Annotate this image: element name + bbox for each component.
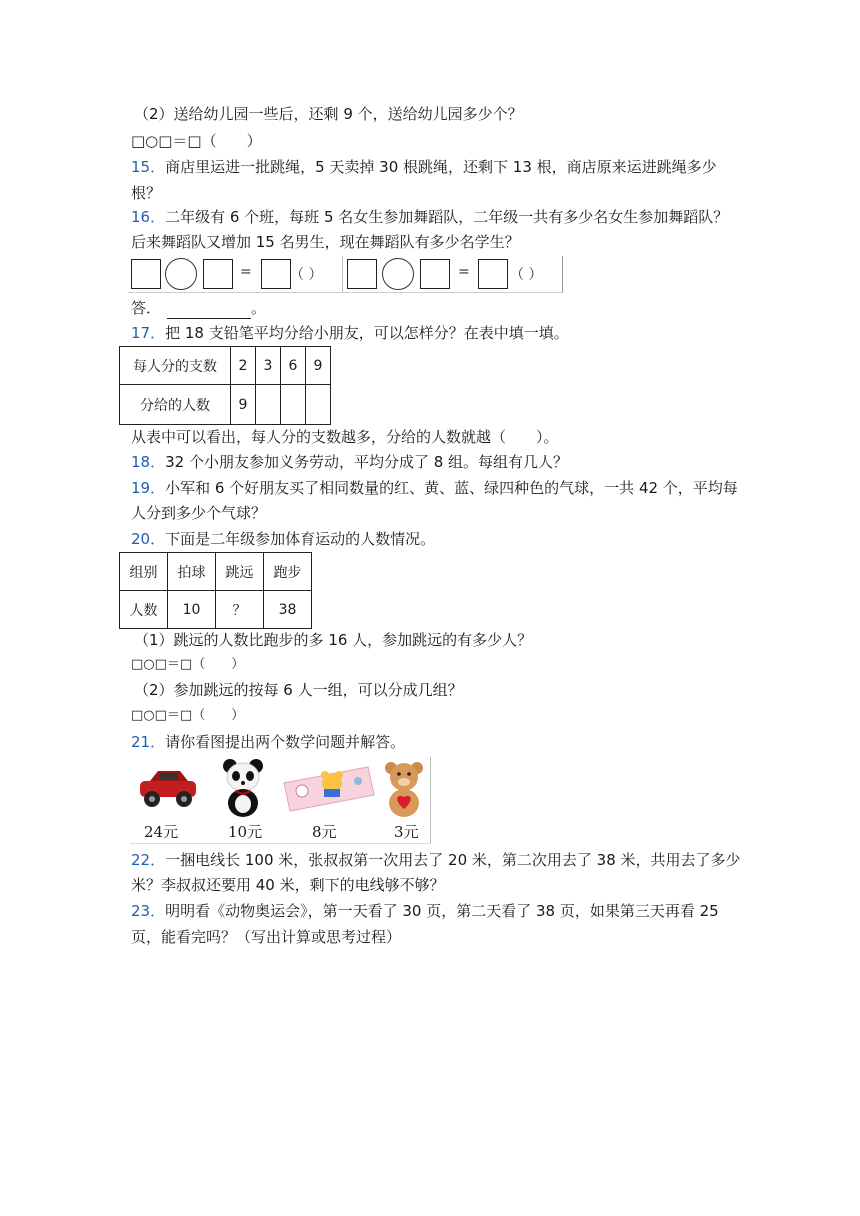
divider xyxy=(342,256,343,292)
panda-toy-icon xyxy=(220,757,266,819)
answer-box[interactable] xyxy=(131,259,161,289)
q23-line2: 页，能看完吗？（写出计算或思考过程） xyxy=(131,928,402,946)
table-cell: 38 xyxy=(264,591,312,629)
question-number: 20． xyxy=(131,530,166,548)
question-number: 16． xyxy=(131,208,166,226)
price-label: 3元 xyxy=(394,823,419,841)
q17-line2: 从表中可以看出，每人分的支数越多，分给的人数就越（ ）。 xyxy=(131,428,559,446)
operator-circle[interactable] xyxy=(165,258,197,290)
q23-line1: 23．明明看《动物奥运会》，第一天看了 30 页，第二天看了 38 页，如果第三天再看 25 xyxy=(131,902,719,920)
q22-line1: 22．一捆电线长 100 米，张叔叔第一次用去了 20 米，第二次用去了 38 米，共用去了多少 xyxy=(131,851,741,869)
q16-answer-line: 答． 。 xyxy=(131,299,267,317)
question-number: 17． xyxy=(131,324,166,342)
table-header: 跑步 xyxy=(264,553,312,591)
pencil-table xyxy=(119,346,331,425)
table-cell-blank[interactable] xyxy=(281,385,306,425)
q14-formula: □○□＝□（ ） xyxy=(131,132,262,150)
q15-line1: 15．商店里运进一批跳绳，5 天卖掉 30 根跳绳，还剩下 13 根，商店原来运进跳绳多少 xyxy=(131,158,717,176)
q21-line1: 21．请你看图提出两个数学问题并解答。 xyxy=(131,733,406,751)
table-cell: ？ xyxy=(216,591,264,629)
q16-line2: 后来舞蹈队又增加 15 名男生，现在舞蹈队有多少名学生？ xyxy=(131,233,520,251)
table-header: 跳远 xyxy=(216,553,264,591)
question-number: 15． xyxy=(131,158,166,176)
toy-price-picture xyxy=(130,757,431,844)
q20-part1: （1）跳远的人数比跑步的多 16 人，参加跳远的有多少人？ xyxy=(134,631,533,649)
table-cell: 6 xyxy=(281,347,306,385)
pencil-case-icon xyxy=(280,761,376,813)
equals-sign: = xyxy=(240,264,252,280)
q16-line1: 16．二年级有 6 个班，每班 5 名女生参加舞蹈队，二年级一共有多少名女生参加舞蹈队？ xyxy=(131,208,729,226)
table-header: 组别 xyxy=(120,553,168,591)
table-cell: 10 xyxy=(168,591,216,629)
table-cell: 9 xyxy=(306,347,331,385)
table-label: 人数 xyxy=(120,591,168,629)
q18-line1: 18．32 个小朋友参加义务劳动，平均分成了 8 组。每组有几人？ xyxy=(131,453,569,471)
q15-line2: 根？ xyxy=(131,184,162,202)
q14-part2-text: （2）送给幼儿园一些后，还剩 9 个，送给幼儿园多少个？ xyxy=(134,105,523,123)
table-label: 分给的人数 xyxy=(120,385,231,425)
question-number: 23． xyxy=(131,902,166,920)
price-label: 10元 xyxy=(228,823,263,841)
equals-sign: = xyxy=(458,264,470,280)
equation-strip xyxy=(128,256,563,293)
operator-circle[interactable] xyxy=(382,258,414,290)
table-cell: 3 xyxy=(256,347,281,385)
teddy-bear-icon xyxy=(382,759,426,819)
q19-line1: 19．小军和 6 个好朋友买了相同数量的红、黄、蓝、绿四种色的气球，一共 42 个，平均每 xyxy=(131,479,738,497)
price-label: 8元 xyxy=(312,823,337,841)
answer-box[interactable] xyxy=(261,259,291,289)
q22-line2: 米？李叔叔还要用 40 米，剩下的电线够不够？ xyxy=(131,876,445,894)
unit-paren: （ ） xyxy=(510,267,543,283)
question-number: 22． xyxy=(131,851,166,869)
answer-box[interactable] xyxy=(347,259,377,289)
answer-box[interactable] xyxy=(203,259,233,289)
question-number: 21． xyxy=(131,733,166,751)
question-number: 19． xyxy=(131,479,166,497)
answer-blank[interactable] xyxy=(167,302,251,319)
q20-part1-formula: □○□＝□（ ） xyxy=(131,657,245,672)
q20-part2: （2）参加跳远的按每 6 人一组，可以分成几组？ xyxy=(134,681,463,699)
table-label: 每人分的支数 xyxy=(120,347,231,385)
table-header: 拍球 xyxy=(168,553,216,591)
answer-box[interactable] xyxy=(420,259,450,289)
table-cell-blank[interactable] xyxy=(306,385,331,425)
car-toy-icon xyxy=(136,765,200,809)
price-label: 24元 xyxy=(144,823,179,841)
table-cell: 2 xyxy=(231,347,256,385)
sports-table xyxy=(119,552,312,629)
q19-line2: 人分到多少个气球？ xyxy=(131,504,267,522)
table-cell: 9 xyxy=(231,385,256,425)
question-number: 18． xyxy=(131,453,166,471)
answer-box[interactable] xyxy=(478,259,508,289)
q20-line1: 20．下面是二年级参加体育运动的人数情况。 xyxy=(131,530,436,548)
q20-part2-formula: □○□＝□（ ） xyxy=(131,708,245,723)
q17-line1: 17．把 18 支铅笔平均分给小朋友，可以怎样分？在表中填一填。 xyxy=(131,324,569,342)
table-cell-blank[interactable] xyxy=(256,385,281,425)
unit-paren: （ ） xyxy=(290,267,323,283)
